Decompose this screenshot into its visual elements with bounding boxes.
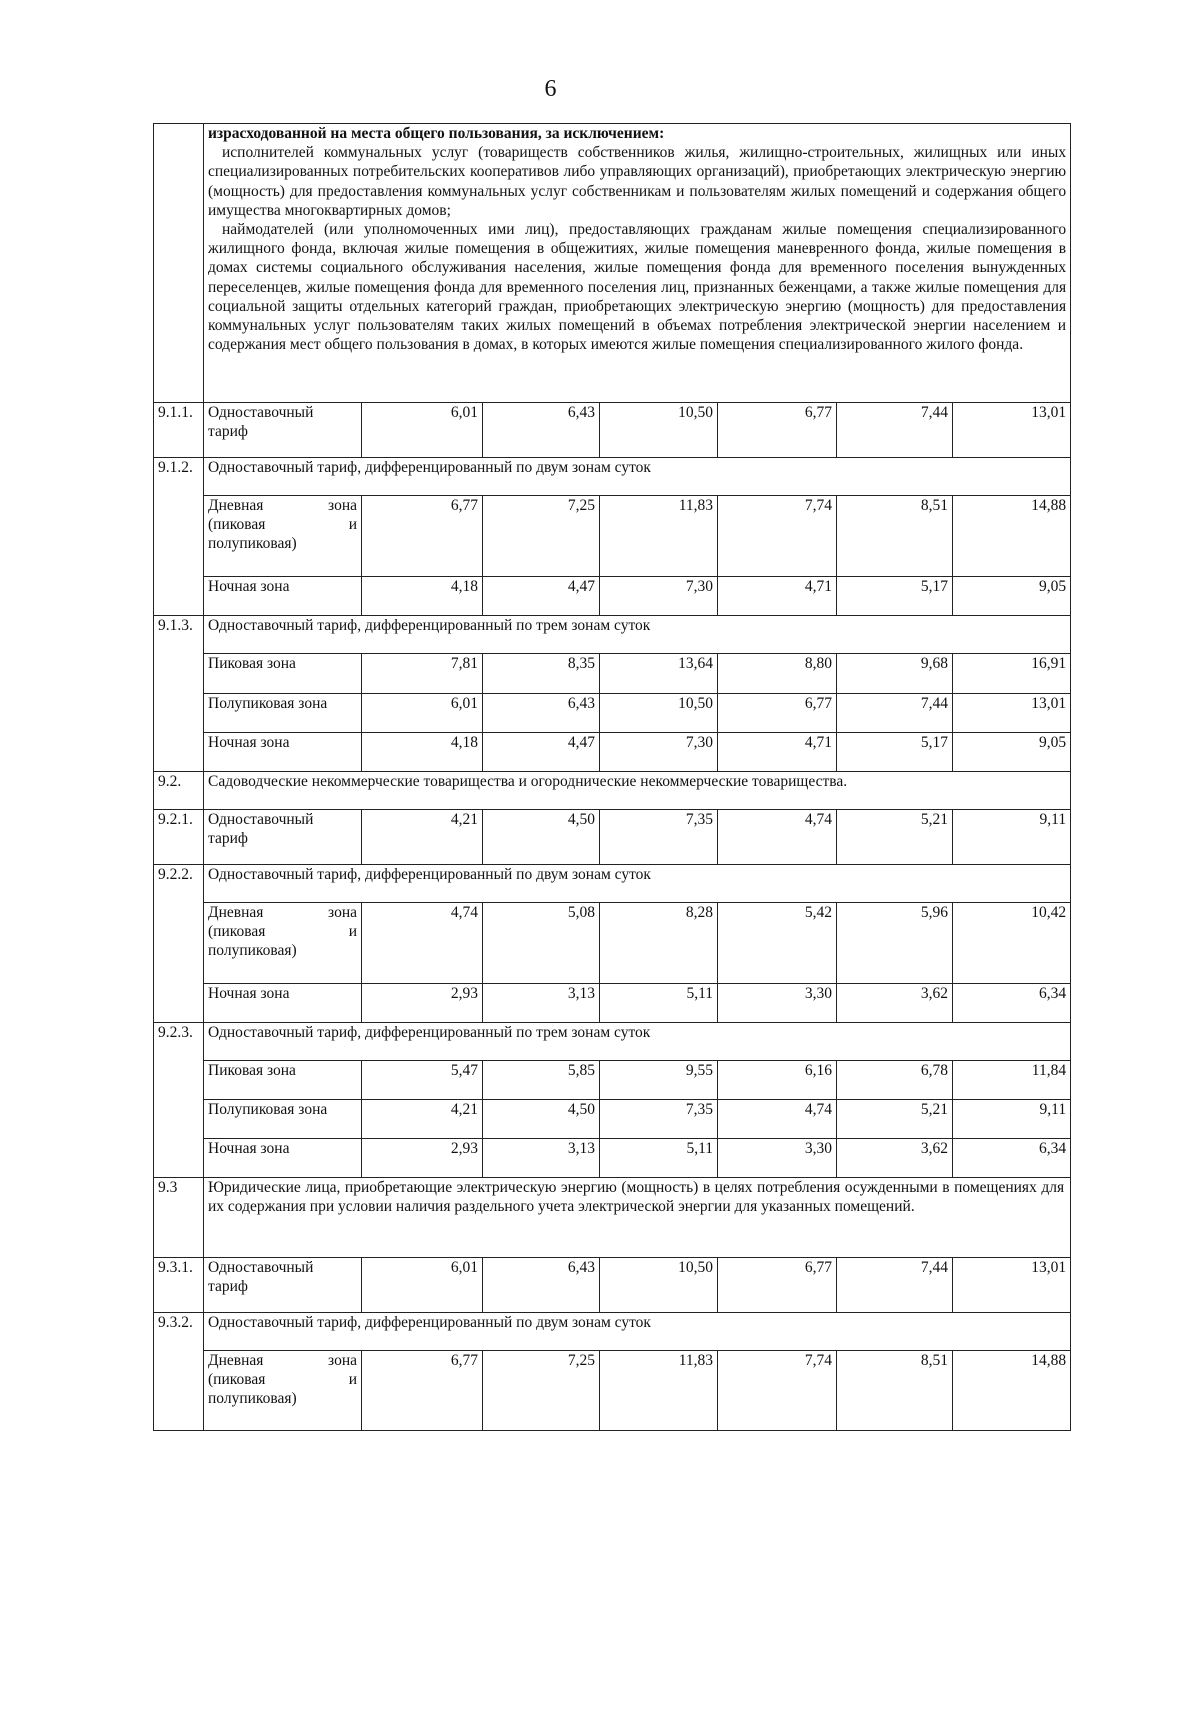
row-code: 9.2.: [154, 772, 204, 810]
row-label: Полупиковая зона: [204, 1100, 362, 1139]
value-cell: 6,43: [483, 1258, 600, 1313]
value-cell: 7,74: [718, 496, 837, 577]
value-cell: 6,77: [718, 403, 837, 458]
section-heading: Юридические лица, приобретающие электрическую энергию (мощность) в целях потребления осужденными в помещениях для их содержания при условии наличия раздельного учета электрической энергии для указанных помещений.: [204, 1178, 1071, 1258]
table-row: [154, 496, 1071, 577]
value-cell: 11,84: [953, 1061, 1071, 1100]
value-cell: 4,74: [362, 903, 483, 984]
value-cell: 11,83: [600, 496, 718, 577]
value-cell: 4,71: [718, 577, 837, 616]
value-cell: 9,55: [600, 1061, 718, 1100]
value-cell: 7,25: [483, 496, 600, 577]
page-number: 6: [544, 76, 557, 102]
value-cell: 9,68: [837, 654, 953, 694]
row-label: Полупиковая зона: [204, 694, 362, 733]
value-cell: 6,34: [953, 984, 1071, 1023]
table-row: [154, 903, 1071, 984]
table-row: [154, 577, 1071, 616]
value-cell: 6,77: [718, 1258, 837, 1313]
section-heading: Садоводческие некоммерческие товарищества и огороднические некоммерческие товарищества.: [204, 772, 1071, 810]
value-cell: 7,44: [837, 694, 953, 733]
value-cell: 9,11: [953, 810, 1071, 865]
row-label: Одноставочный тариф: [204, 810, 362, 865]
row-code: 9.3.1.: [154, 1258, 204, 1313]
intro-text: [204, 124, 1071, 403]
row-label: Одноставочный тариф: [204, 403, 362, 458]
value-cell: 6,16: [718, 1061, 837, 1100]
intro-paragraph-1: исполнителей коммунальных услуг (товариществ собственников жилья, жилищно-строительных, жилищных или иных специализированных потребительских кооперативов либо управляющих организаций), приобретающих электрическую энергию (мощность) для предоставления коммунальных услуг собственникам и пользователям жилых помещений и содержания общего имущества многоквартирных домов;: [208, 144, 1067, 219]
row-label: Пиковая зона: [204, 654, 362, 694]
table-row: [154, 616, 1071, 654]
value-cell: 5,47: [362, 1061, 483, 1100]
value-cell: 5,21: [837, 810, 953, 865]
value-cell: 3,13: [483, 1139, 600, 1178]
table-row: [154, 772, 1071, 810]
value-cell: 4,21: [362, 810, 483, 865]
value-cell: 3,13: [483, 984, 600, 1023]
table-row: [154, 1139, 1071, 1178]
value-cell: 3,62: [837, 1139, 953, 1178]
value-cell: 7,30: [600, 577, 718, 616]
value-cell: 5,08: [483, 903, 600, 984]
table-row: [154, 694, 1071, 733]
row-label: Дневная зона (пиковая и полупиковая): [204, 903, 362, 984]
value-cell: 6,77: [362, 496, 483, 577]
value-cell: 4,47: [483, 733, 600, 772]
value-cell: 4,50: [483, 1100, 600, 1139]
value-cell: 6,01: [362, 694, 483, 733]
value-cell: 5,42: [718, 903, 837, 984]
table-row: [154, 984, 1071, 1023]
row-code: 9.2.1.: [154, 810, 204, 865]
table-row: [154, 1061, 1071, 1100]
value-cell: 3,62: [837, 984, 953, 1023]
row-label: Ночная зона: [204, 733, 362, 772]
value-cell: 6,77: [718, 694, 837, 733]
row-code: 9.2.3.: [154, 1023, 204, 1178]
row-label: Дневная зона (пиковая и полупиковая): [204, 1351, 362, 1431]
value-cell: 4,74: [718, 810, 837, 865]
value-cell: 14,88: [953, 1351, 1071, 1431]
value-cell: 10,50: [600, 403, 718, 458]
value-cell: 10,50: [600, 1258, 718, 1313]
value-cell: 13,64: [600, 654, 718, 694]
value-cell: 6,78: [837, 1061, 953, 1100]
row-code: 9.1.2.: [154, 458, 204, 616]
value-cell: 2,93: [362, 984, 483, 1023]
intro-lead: израсходованной на места общего пользования, за исключением:: [208, 125, 665, 142]
value-cell: 5,17: [837, 733, 953, 772]
tariff-table: [153, 123, 1071, 1431]
value-cell: 4,71: [718, 733, 837, 772]
value-cell: 6,01: [362, 1258, 483, 1313]
value-cell: 4,21: [362, 1100, 483, 1139]
value-cell: 7,81: [362, 654, 483, 694]
value-cell: 7,74: [718, 1351, 837, 1431]
intro-paragraph-2: наймодателей (или уполномоченных ими лиц), предоставляющих гражданам жилые помещения специализированного жилищного фонда, включая жилые помещения в общежитиях, жилые помещения маневренного фонда, жилые помещения в домах системы социального обслуживания населения, жилые помещения фонда для временного поселения вынужденных переселенцев, жилые помещения фонда для временного поселения лиц, признанных беженцами, а также жилые помещения для социальной защиты отдельных категорий граждан, приобретающих электрическую энергию (мощность) для предоставления коммунальных услуг пользователям таких жилых помещений в объемах потребления электрической энергии населением и содержания мест общего пользования в домах, в которых имеются жилые помещения специализированного жилого фонда.: [208, 221, 1067, 354]
row-code: 9.1.1.: [154, 403, 204, 458]
value-cell: 6,34: [953, 1139, 1071, 1178]
code-cell: [154, 124, 204, 403]
row-label: Ночная зона: [204, 1139, 362, 1178]
value-cell: 8,35: [483, 654, 600, 694]
value-cell: 4,50: [483, 810, 600, 865]
section-heading: Одноставочный тариф, дифференцированный по двум зонам суток: [204, 1313, 1071, 1351]
value-cell: 2,93: [362, 1139, 483, 1178]
value-cell: 9,11: [953, 1100, 1071, 1139]
value-cell: 10,42: [953, 903, 1071, 984]
table-row: [154, 654, 1071, 694]
value-cell: 7,30: [600, 733, 718, 772]
value-cell: 4,47: [483, 577, 600, 616]
value-cell: 14,88: [953, 496, 1071, 577]
section-heading: Одноставочный тариф, дифференцированный по двум зонам суток: [204, 865, 1071, 903]
section-heading: Одноставочный тариф, дифференцированный по двум зонам суток: [204, 458, 1071, 496]
table-row: [154, 1351, 1071, 1431]
row-code: 9.2.2.: [154, 865, 204, 1023]
value-cell: 5,21: [837, 1100, 953, 1139]
intro-row: [154, 124, 1071, 403]
value-cell: 9,05: [953, 577, 1071, 616]
value-cell: 8,80: [718, 654, 837, 694]
value-cell: 7,44: [837, 1258, 953, 1313]
value-cell: 5,11: [600, 984, 718, 1023]
value-cell: 5,11: [600, 1139, 718, 1178]
value-cell: 7,35: [600, 1100, 718, 1139]
table-row: [154, 1313, 1071, 1351]
row-label: Одноставочный тариф: [204, 1258, 362, 1313]
table-row: [154, 458, 1071, 496]
value-cell: 4,18: [362, 577, 483, 616]
value-cell: 4,18: [362, 733, 483, 772]
table-row: [154, 1178, 1071, 1258]
value-cell: 9,05: [953, 733, 1071, 772]
value-cell: 5,96: [837, 903, 953, 984]
table-row: [154, 810, 1071, 865]
row-label: Пиковая зона: [204, 1061, 362, 1100]
value-cell: 3,30: [718, 984, 837, 1023]
section-heading: Одноставочный тариф, дифференцированный по трем зонам суток: [204, 616, 1071, 654]
value-cell: 16,91: [953, 654, 1071, 694]
value-cell: 8,51: [837, 1351, 953, 1431]
row-code: 9.3: [154, 1178, 204, 1258]
value-cell: 13,01: [953, 694, 1071, 733]
row-code: 9.1.3.: [154, 616, 204, 772]
value-cell: 7,44: [837, 403, 953, 458]
value-cell: 6,43: [483, 694, 600, 733]
table-row: [154, 1258, 1071, 1313]
value-cell: 13,01: [953, 403, 1071, 458]
row-label: Дневная зона (пиковая и полупиковая): [204, 496, 362, 577]
value-cell: 7,35: [600, 810, 718, 865]
value-cell: 6,01: [362, 403, 483, 458]
row-label: Ночная зона: [204, 984, 362, 1023]
value-cell: 5,85: [483, 1061, 600, 1100]
value-cell: 11,83: [600, 1351, 718, 1431]
value-cell: 8,51: [837, 496, 953, 577]
row-label: Ночная зона: [204, 577, 362, 616]
value-cell: 3,30: [718, 1139, 837, 1178]
section-heading: Одноставочный тариф, дифференцированный по трем зонам суток: [204, 1023, 1071, 1061]
table-row: [154, 1023, 1071, 1061]
table-row: [154, 403, 1071, 458]
value-cell: 7,25: [483, 1351, 600, 1431]
value-cell: 4,74: [718, 1100, 837, 1139]
value-cell: 8,28: [600, 903, 718, 984]
row-code: 9.3.2.: [154, 1313, 204, 1431]
value-cell: 6,77: [362, 1351, 483, 1431]
table-row: [154, 733, 1071, 772]
table-row: [154, 1100, 1071, 1139]
value-cell: 13,01: [953, 1258, 1071, 1313]
value-cell: 6,43: [483, 403, 600, 458]
table-row: [154, 865, 1071, 903]
value-cell: 10,50: [600, 694, 718, 733]
value-cell: 5,17: [837, 577, 953, 616]
